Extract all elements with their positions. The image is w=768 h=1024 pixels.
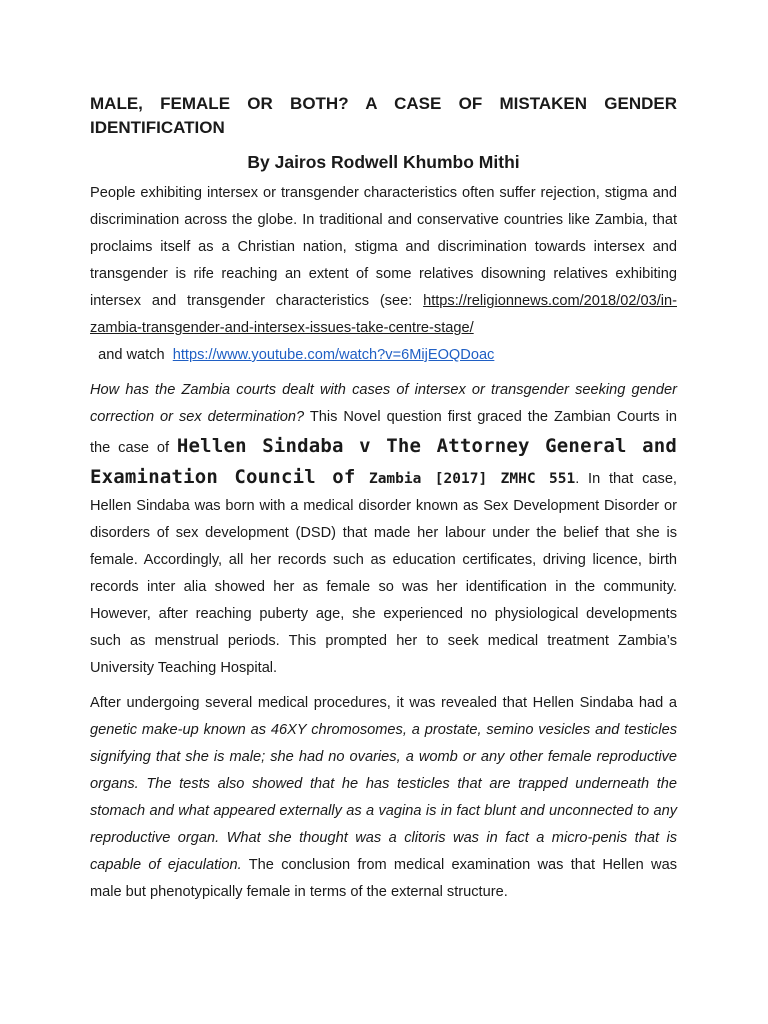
findings-italic-text: genetic make-up known as 46XY chromosomes, a prostate, semino vesicles and testicles signifying that she is male; she had no ovaries, a womb or any other female reproductive organs. The tests also showed that he has testicles that are trapped underneath the stomach and what appeared externally as a vagina is in fact blunt and unconnected to any reproductive organ. What she thought was a clitoris was in fact a micro-penis that is capable of ejaculation. <box>90 722 677 873</box>
findings-lead-text: After undergoing several medical procedures, it was revealed that Hellen Sindaba had a <box>90 695 677 711</box>
religionnews-link[interactable]: https://religionnews.com/2018/02/03/in-zambia-transgender-and-intersex-issues-take-centre-stage/ <box>90 293 677 336</box>
case-name: Hellen Sindaba v The Attorney General and Examination Council of <box>90 435 677 488</box>
intro-middle-text: and watch <box>90 347 173 363</box>
author-byline: By Jairos Rodwell Khumbo Mithi <box>247 152 520 172</box>
findings-rest-text: The conclusion from medical examination was that Hellen was male but phenotypically female in terms of the external structure. <box>90 857 677 900</box>
document-title: MALE, FEMALE OR BOTH? A CASE OF MISTAKEN GENDER IDENTIFICATION <box>90 94 677 137</box>
document-page <box>90 92 677 914</box>
paragraph-case <box>90 377 677 682</box>
case-question: How has the Zambia courts dealt with cases of intersex or transgender seeking gender correction or sex determination? <box>90 382 677 425</box>
paragraph-intro <box>90 180 677 369</box>
case-citation: Zambia [2017] ZMHC 551 <box>355 471 576 487</box>
case-lead-text: This Novel question first graced the Zambian Courts in the case of <box>90 409 678 456</box>
case-rest-text: . In that case, Hellen Sindaba was born with a medical disorder known as Sex Development Disorder or disorders of sex development (DSD) that made her labour under the belief that she is female. Accordingly, all her records such as education certificates, driving licence, birth records inter alia showed her as female so was her identification in the community. However, after reaching puberty age, she experienced no physiological developments such as menstrual periods. This prompted her to seek medical treatment Zambia’s University Teaching Hospital. <box>90 471 677 676</box>
youtube-link[interactable]: https://www.youtube.com/watch?v=6MijEOQDoac <box>172 347 495 363</box>
intro-text: People exhibiting intersex or transgender characteristics often suffer rejection, stigma and discrimination across the globe. In traditional and conservative countries like Zambia, that proclaims itself as a Christian nation, stigma and discrimination towards intersex and transgender is rife reaching an extent of some relatives disowning relatives exhibiting intersex and transgender characteristics (see: <box>90 185 677 309</box>
paragraph-findings <box>90 690 677 906</box>
